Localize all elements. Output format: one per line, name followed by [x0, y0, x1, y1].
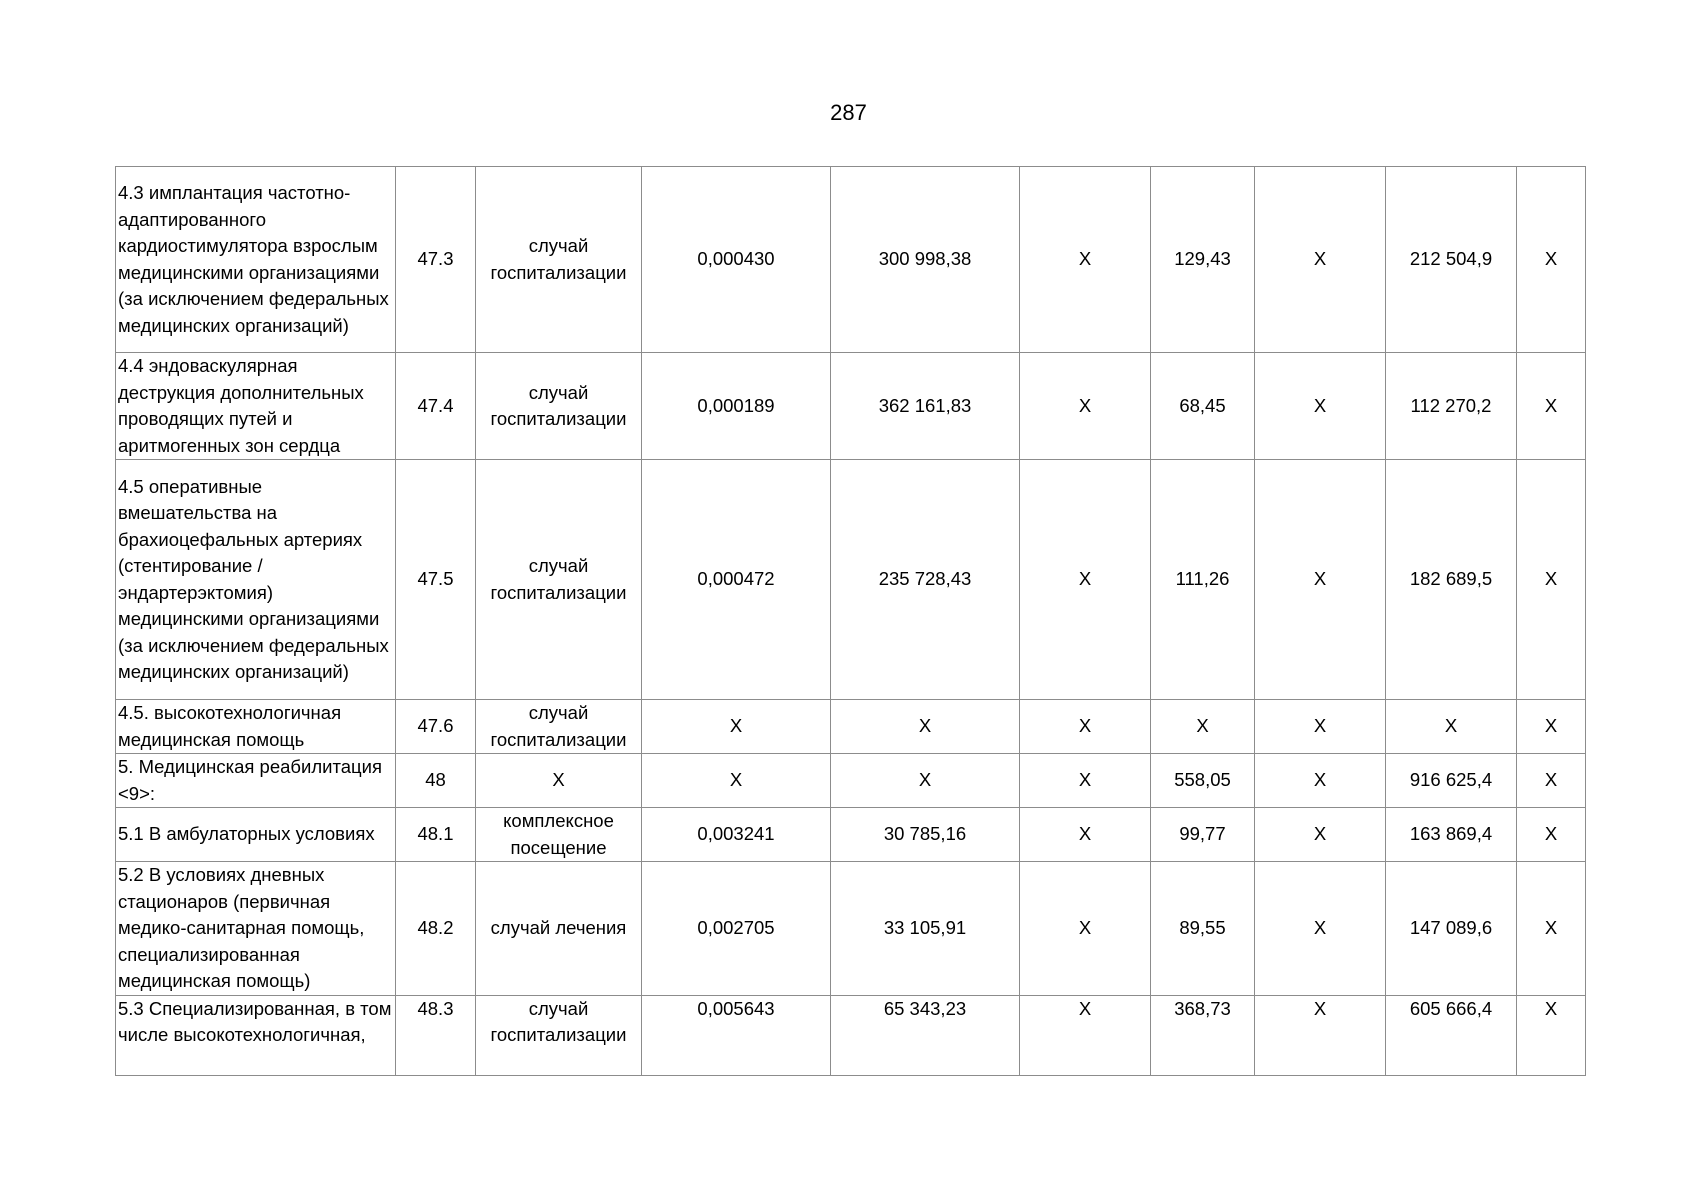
row-col8: X	[1255, 754, 1386, 808]
row-code: 47.4	[396, 353, 476, 460]
row-col7: 99,77	[1151, 808, 1255, 862]
row-cost: 362 161,83	[831, 353, 1020, 460]
row-col6: X	[1020, 754, 1151, 808]
row-col8: X	[1255, 167, 1386, 353]
row-cost: 33 105,91	[831, 862, 1020, 996]
table-row	[116, 995, 1586, 1075]
row-cost: 300 998,38	[831, 167, 1020, 353]
row-col9: 112 270,2	[1386, 353, 1517, 460]
row-col9: 916 625,4	[1386, 754, 1517, 808]
row-col8: X	[1255, 995, 1386, 1075]
row-col10: X	[1517, 808, 1586, 862]
row-unit: случай госпитализации	[476, 167, 642, 353]
row-code: 48	[396, 754, 476, 808]
row-col9: X	[1386, 700, 1517, 754]
row-name: 4.3 имплантация частотно-адаптированного кардиостимулятора взрослым медицинскими организациями (за исключением федеральных медицинских организаций)	[116, 167, 396, 353]
row-norm: 0,003241	[642, 808, 831, 862]
row-name: 5. Медицинская реабилитация <9>:	[116, 754, 396, 808]
row-unit: случай госпитализации	[476, 353, 642, 460]
row-norm: 0,005643	[642, 995, 831, 1075]
row-col9: 182 689,5	[1386, 460, 1517, 700]
row-norm: X	[642, 754, 831, 808]
row-col7: 89,55	[1151, 862, 1255, 996]
row-col9: 212 504,9	[1386, 167, 1517, 353]
row-col8: X	[1255, 700, 1386, 754]
row-unit: случай лечения	[476, 862, 642, 996]
row-col6: X	[1020, 167, 1151, 353]
row-code: 47.6	[396, 700, 476, 754]
table-row	[116, 353, 1586, 460]
row-unit: X	[476, 754, 642, 808]
row-unit: случай госпитализации	[476, 995, 642, 1075]
row-code: 48.3	[396, 995, 476, 1075]
row-cost: 65 343,23	[831, 995, 1020, 1075]
row-col10: X	[1517, 353, 1586, 460]
row-col6: X	[1020, 995, 1151, 1075]
data-table	[115, 166, 1586, 1076]
row-col10: X	[1517, 995, 1586, 1075]
row-col8: X	[1255, 353, 1386, 460]
row-col6: X	[1020, 808, 1151, 862]
table-row	[116, 460, 1586, 700]
row-norm: X	[642, 700, 831, 754]
row-col7: X	[1151, 700, 1255, 754]
row-col6: X	[1020, 353, 1151, 460]
row-norm: 0,000189	[642, 353, 831, 460]
table-row	[116, 808, 1586, 862]
row-col10: X	[1517, 167, 1586, 353]
row-code: 48.2	[396, 862, 476, 996]
row-col8: X	[1255, 862, 1386, 996]
row-name: 5.1 В амбулаторных условиях	[116, 808, 396, 862]
row-col8: X	[1255, 460, 1386, 700]
row-col7: 68,45	[1151, 353, 1255, 460]
row-col8: X	[1255, 808, 1386, 862]
row-col9: 605 666,4	[1386, 995, 1517, 1075]
row-cost: X	[831, 754, 1020, 808]
row-col9: 147 089,6	[1386, 862, 1517, 996]
row-col7: 129,43	[1151, 167, 1255, 353]
row-unit: случай госпитализации	[476, 700, 642, 754]
table-row	[116, 700, 1586, 754]
table-row	[116, 167, 1586, 353]
row-col6: X	[1020, 460, 1151, 700]
row-name: 4.4 эндоваскулярная деструкция дополнительных проводящих путей и аритмогенных зон сердца	[116, 353, 396, 460]
row-col7: 558,05	[1151, 754, 1255, 808]
row-name: 5.3 Специализированная, в том числе высокотехнологичная,	[116, 995, 396, 1075]
row-col10: X	[1517, 700, 1586, 754]
row-col7: 368,73	[1151, 995, 1255, 1075]
row-cost: 235 728,43	[831, 460, 1020, 700]
row-col10: X	[1517, 862, 1586, 996]
row-col9: 163 869,4	[1386, 808, 1517, 862]
row-norm: 0,000430	[642, 167, 831, 353]
row-col6: X	[1020, 700, 1151, 754]
row-col10: X	[1517, 460, 1586, 700]
row-cost: 30 785,16	[831, 808, 1020, 862]
row-col10: X	[1517, 754, 1586, 808]
page-number: 287	[830, 100, 867, 125]
row-cost: X	[831, 700, 1020, 754]
row-norm: 0,000472	[642, 460, 831, 700]
row-unit: комплексное посещение	[476, 808, 642, 862]
row-col7: 111,26	[1151, 460, 1255, 700]
row-code: 47.5	[396, 460, 476, 700]
row-col6: X	[1020, 862, 1151, 996]
table-row	[116, 862, 1586, 996]
row-name: 4.5 оперативные вмешательства на брахиоцефальных артериях (стентирование / эндартерэктомия) медицинскими организациями (за исключением федеральных медицинских организаций)	[116, 460, 396, 700]
row-unit: случай госпитализации	[476, 460, 642, 700]
row-name: 5.2 В условиях дневных стационаров (первичная медико-санитарная помощь, специализированная медицинская помощь)	[116, 862, 396, 996]
row-name: 4.5. высокотехнологичная медицинская помощь	[116, 700, 396, 754]
table-row	[116, 754, 1586, 808]
row-norm: 0,002705	[642, 862, 831, 996]
row-code: 48.1	[396, 808, 476, 862]
row-code: 47.3	[396, 167, 476, 353]
